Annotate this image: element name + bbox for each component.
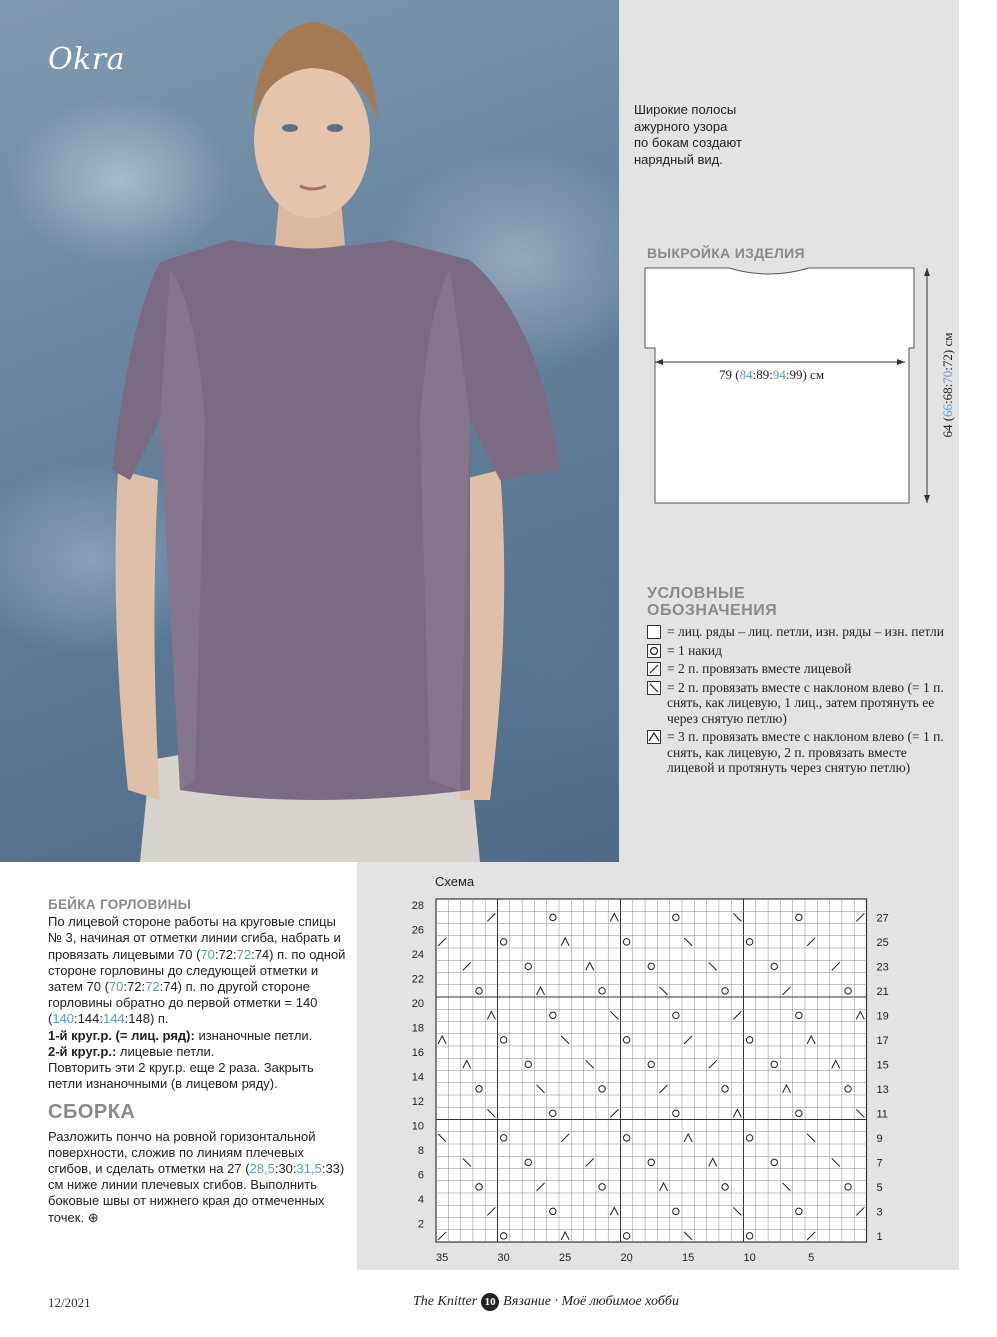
empty-square-icon bbox=[647, 625, 661, 639]
legend-item bbox=[647, 729, 947, 776]
chart-row-label: 3 bbox=[876, 1206, 883, 1219]
model-photo bbox=[0, 0, 619, 862]
chart-row-label: 5 bbox=[876, 1181, 883, 1194]
chart-row-label: 26 bbox=[411, 924, 424, 937]
magazine-name: The Knitter bbox=[413, 1294, 478, 1309]
sk2p-icon bbox=[647, 730, 661, 744]
chart-row-label: 27 bbox=[876, 912, 889, 925]
chart-row-label: 22 bbox=[411, 973, 424, 986]
chart-col-label: 5 bbox=[808, 1252, 815, 1264]
legend-text: = 2 п. провязать вместе лицевой bbox=[667, 661, 852, 676]
chart-row-label: 7 bbox=[876, 1157, 883, 1170]
chart-row-label: 10 bbox=[411, 1120, 424, 1133]
chart-col-label: 30 bbox=[497, 1252, 510, 1264]
chart-col-label: 20 bbox=[620, 1252, 633, 1264]
chart-col-label: 35 bbox=[436, 1252, 449, 1264]
chart-row-label: 18 bbox=[411, 1022, 424, 1035]
chart-row-label: 28 bbox=[411, 900, 424, 913]
legend-item bbox=[647, 643, 947, 659]
chart-row-label: 9 bbox=[876, 1132, 883, 1145]
legend-item bbox=[647, 661, 947, 677]
magazine-subtitle: Вязание · Моё любимое хобби bbox=[503, 1294, 679, 1309]
issue-date: 12/2021 bbox=[48, 1295, 91, 1310]
legend-text: = 3 п. провязать вместе с наклоном влево (= 1 п. снять, как лицевую, 2 п. провязать вместе лицевой и протянуть через снятую петлю) bbox=[667, 729, 944, 775]
intro-line: ажурного узора bbox=[634, 118, 728, 134]
chart-row-label: 1 bbox=[876, 1230, 883, 1243]
chart-row-label: 25 bbox=[876, 936, 889, 949]
legend-text: = 1 накид bbox=[667, 642, 722, 658]
chart-row-label: 12 bbox=[411, 1096, 424, 1109]
yarn-over-icon bbox=[647, 644, 661, 658]
legend-title bbox=[647, 585, 847, 619]
chart-col-label: 25 bbox=[559, 1252, 572, 1264]
legend-item bbox=[647, 680, 947, 727]
chart-row-label: 14 bbox=[411, 1071, 424, 1084]
round-2: 2-й круг.р.: лицевые петли. bbox=[48, 1043, 215, 1059]
chart-col-label: 15 bbox=[682, 1252, 695, 1264]
chart-row-label: 6 bbox=[417, 1169, 424, 1182]
neckband-p1: По лицевой стороне работы на круговые спицы № 3, начиная от отметки линии сгиба, набрать и провязать лицевыми bbox=[48, 914, 341, 962]
intro-line: нарядный вид. bbox=[634, 151, 723, 167]
legend bbox=[647, 624, 947, 779]
legend-item bbox=[647, 624, 947, 640]
pattern-title: ВЫКРОЙКА ИЗДЕЛИЯ bbox=[647, 245, 805, 261]
neckband-text: По лицевой стороне работы на круговые спицы № 3, начиная от отметки линии сгиба, набрать и провязать лицевыми 70 (70:72:72:74) п. по одной стороне горловины до следующей отметки и затем 70 (70:72:72:74) п. по другой стороне горловины обратно до первой отметки = 140 (140:144:144:148) п. bbox=[48, 914, 346, 1027]
chart-row-label: 21 bbox=[876, 985, 889, 998]
neckband-title: БЕЙКА ГОРЛОВИНЫ bbox=[48, 897, 192, 912]
neckband-p3: Повторить эти 2 круг.р. еще 2 раза. Закрыть петли изнаночными (в лицевом ряду). bbox=[48, 1060, 314, 1092]
intro-line: Широкие полосы bbox=[634, 102, 737, 117]
k2tog-icon bbox=[647, 662, 661, 676]
chart-row-label: 19 bbox=[876, 1010, 889, 1023]
chart-row-label: 11 bbox=[876, 1108, 888, 1121]
chart-row-label: 23 bbox=[876, 961, 889, 974]
chart-row-label: 8 bbox=[417, 1145, 424, 1158]
ssk-icon bbox=[647, 681, 661, 695]
legend-text: = 2 п. провязать вместе с наклоном влево (= 1 п. снять, как лицевую, 1 лиц., затем протянуть ее через снятую петлю) bbox=[667, 679, 944, 726]
legend-text: = лиц. ряды – лиц. петли, изн. ряды – изн. петли bbox=[667, 624, 944, 639]
chart-title: Схема bbox=[435, 874, 475, 889]
instructions bbox=[48, 897, 348, 1226]
chart-row-label: 16 bbox=[411, 1047, 424, 1060]
chart-col-label: 10 bbox=[743, 1252, 756, 1264]
intro-text bbox=[634, 102, 834, 168]
chart-row-label: 24 bbox=[411, 949, 424, 962]
page-number: 10 bbox=[481, 1293, 499, 1311]
chart-row-label: 17 bbox=[876, 1034, 889, 1047]
height-label: 64 (66:68:70:72) см bbox=[940, 332, 955, 438]
chart-row-label: 4 bbox=[417, 1194, 424, 1207]
footer-brand bbox=[413, 1293, 679, 1311]
intro-line: по бокам создают bbox=[634, 135, 742, 150]
assembly-title: СБОРКА bbox=[48, 1101, 136, 1124]
chart-row-label: 15 bbox=[876, 1059, 889, 1072]
width-label: 79 (84:89:94:99) см bbox=[719, 367, 825, 382]
stitch-chart bbox=[400, 887, 890, 1267]
chart-row-label: 2 bbox=[417, 1218, 424, 1231]
end-mark-icon: ⊕ bbox=[87, 1209, 99, 1225]
assembly-text: Разложить пончо на ровной горизонтальной поверхности, сложив по линиям плечевых сгибов, и сделать отметки на 27 (28,5:30:31,5:33) см ниже линии плечевых сгибов. Выполнить боковые швы от нижнего края до отмеченных точек. ⊕ bbox=[48, 1128, 345, 1225]
round-1: 1-й круг.р. (= лиц. ряд): изнаночные петли. bbox=[48, 1027, 313, 1043]
legend-title-line: УСЛОВНЫЕ bbox=[647, 585, 746, 602]
chart-row-label: 13 bbox=[876, 1083, 889, 1096]
design-name: Okra bbox=[48, 42, 125, 77]
pattern-schematic bbox=[619, 260, 959, 520]
model-photo-illustration bbox=[0, 0, 619, 862]
chart-row-label: 20 bbox=[411, 998, 424, 1011]
legend-title-line: ОБОЗНАЧЕНИЯ bbox=[647, 602, 778, 619]
